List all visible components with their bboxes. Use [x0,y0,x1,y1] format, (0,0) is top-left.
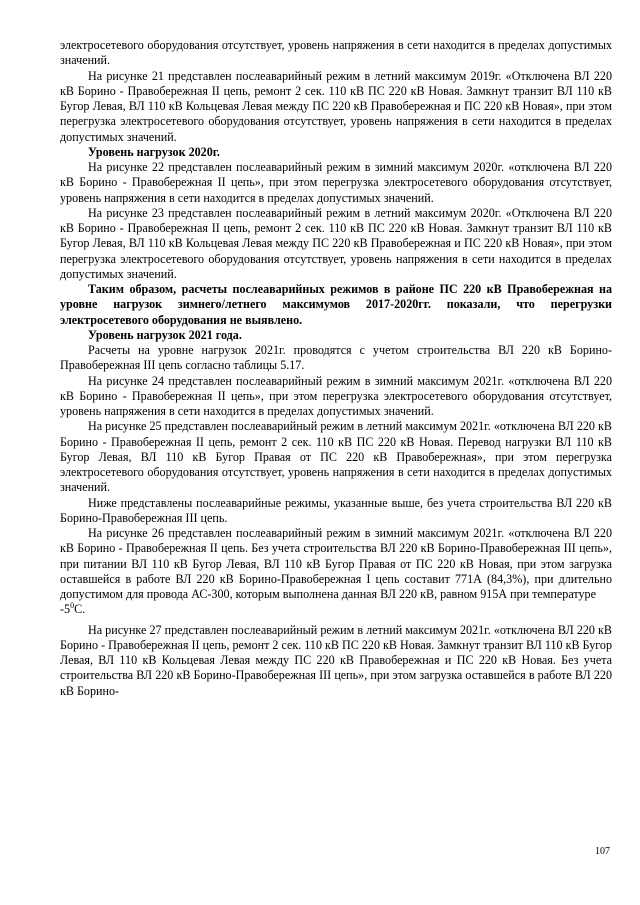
temperature-degree-superscript: 0 [70,601,75,611]
paragraph-below-presented: Ниже представлены послеаварийные режимы, указанные выше, без учета строительства ВЛ 220 кВ Борино-Правобережная III цепь. [60,495,612,525]
heading-load-level-2020: Уровень нагрузок 2020г. [88,144,220,159]
page-number: 107 [595,846,610,857]
temperature-unit: С. [74,602,86,617]
paragraph-conclusion: Таким образом, расчеты послеаварийных режимов в районе ПС 220 кВ Правобережная на уровне нагрузок зимнего/летнего максимумов 2017-2020гг. показали, что перегрузки электросетевого оборудования не выявлено. [60,282,612,327]
paragraph-figure-22: На рисунке 22 представлен послеаварийный режим в зимний максимум 2020г. «отключена ВЛ 220 кВ Борино - Правобережная II цепь», при этом перегрузка электросетевого оборудования отсутствует, уровень напряжения в сети находится в пределах допустимых значений. [60,160,612,205]
paragraph-figure-27: На рисунке 27 представлен послеаварийный режим в летний максимум 2021г. «отключена ВЛ 220 кВ Борино - Правобережная II цепь, ремонт 2 сек. 110 кВ ПС 220 кВ Новая. Замкнут транзит ВЛ 110 кВ Бугор Левая, ВЛ 110 кВ Кольцевая Левая между ПС 220 кВ Правобережная и ПС 220 кВ Новая. Без учета строительства ВЛ 220 кВ Борино-Правобережная III цепь», при этом загрузка оставшейся в работе ВЛ 220 кВ Борино- [60,622,612,698]
paragraph-figure-21: На рисунке 21 представлен послеаварийный режим в летний максимум 2019г. «Отключена ВЛ 220 кВ Борино - Правобережная II цепь, ремонт 2 сек. 110 кВ ПС 220 кВ Новая. Замкнут транзит ВЛ 110 кВ Бугор Левая, ВЛ 110 кВ Кольцевая Левая между ПС 220 кВ Правобережная и ПС 220 кВ Новая», при этом перегрузка электросетевого оборудования отсутствует, уровень напряжения в сети находится в пределах допустимых значений. [60,68,612,144]
temperature-value: -5 [60,602,71,617]
paragraph-figure-24: На рисунке 24 представлен послеаварийный режим в зимний максимум 2021г. «отключена ВЛ 220 кВ Борино - Правобережная II цепь», при этом перегрузка электросетевого оборудования отсутствует, уровень напряжения в сети находится в пределах допустимых значений. [60,373,612,418]
paragraph-temperature [60,602,612,617]
paragraph-calculations-2021: Расчеты на уровне нагрузок 2021г. проводятся с учетом строительства ВЛ 220 кВ Борино-Правобережная III цепь согласно таблицы 5.17. [60,343,612,373]
heading-load-level-2021: Уровень нагрузок 2021 года. [88,327,242,342]
document-page [60,38,612,699]
paragraph-figure-23: На рисунке 23 представлен послеаварийный режим в летний максимум 2020г. «Отключена ВЛ 220 кВ Борино - Правобережная II цепь, ремонт 2 сек. 110 кВ ПС 220 кВ Новая. Замкнут транзит ВЛ 110 кВ Бугор Левая, ВЛ 110 кВ Кольцевая Левая между ПС 220 кВ Правобережная и ПС 220 кВ Новая», при этом перегрузка электросетевого оборудования отсутствует, уровень напряжения в сети находится в пределах допустимых значений. [60,205,612,281]
paragraph-figure-26: На рисунке 26 представлен послеаварийный режим в зимний максимум 2021г. «отключена ВЛ 220 кВ Борино - Правобережная II цепь. Без учета строительства ВЛ 220 кВ Борино-Правобережная III цепь», при питании ВЛ 110 кВ Бугор Левая, ВЛ 110 кВ Бугор Правая от ПС 220 кВ Новая, при этом загрузка оставшейся в работе ВЛ 220 кВ Борино-Правобережная I цепь составит 771А (84,3%), при длительно допустимом для провода АС-300, которым выполнена данная ВЛ 220 кВ, равном 915А при температуре [60,526,612,601]
paragraph-continuation: электросетевого оборудования отсутствует, уровень напряжения в сети находится в пределах допустимых значений. [60,38,612,68]
paragraph-figure-25: На рисунке 25 представлен послеаварийный режим в летний максимум 2021г. «отключена ВЛ 220 кВ Борино - Правобережная II цепь, ремонт 2 сек. 110 кВ ПС 220 кВ Новая. Перевод нагрузки ВЛ 110 кВ Бугор Левая, ВЛ 110 кВ Бугор Правая от ПС 220 кВ Правобережная», при этом перегрузка электросетевого оборудования отсутствует, уровень напряжения в сети находится в пределах допустимых значений. [60,419,612,495]
